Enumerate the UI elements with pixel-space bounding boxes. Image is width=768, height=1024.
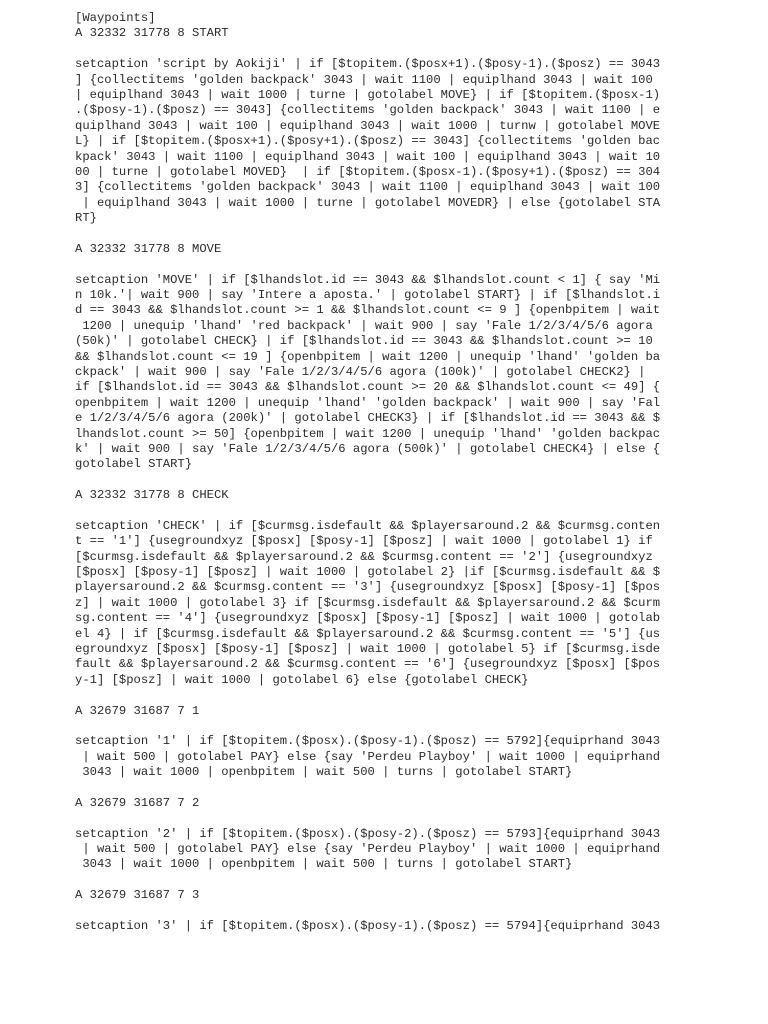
script-line: 3043 | wait 1000 | openbpitem | wait 500 | turns | gotolabel START} — [75, 765, 573, 780]
script-line: [$posx] [$posy-1] [$posz] | wait 1000 | gotolabel 2} |if [$curmsg.isdefault && $ — [75, 565, 661, 580]
script-line: gotolabel START} — [75, 457, 193, 472]
script-line: kpack' 3043 | wait 1100 | equiplhand 3043 | wait 100 | equiplhand 3043 | wait 10 — [75, 149, 661, 164]
script-line: [$curmsg.isdefault && $playersaround.2 && $curmsg.content == '2'] {usegroundxyz — [75, 549, 653, 564]
waypoint-block — [75, 704, 685, 719]
script-block — [75, 919, 685, 934]
script-line: 3043 | wait 1000 | openbpitem | wait 500 | turns | gotolabel START} — [75, 857, 573, 872]
script-block — [75, 57, 685, 226]
script-line: e 1/2/3/4/5/6 agora (200k)' | gotolabel CHECK3} | if [$lhandslot.id == 3043 && $ — [75, 411, 661, 426]
script-line: RT} — [75, 211, 97, 226]
script-line: n 10k.'| wait 900 | say 'Intere a aposta.' | gotolabel START} | if [$lhandslot.i — [75, 288, 661, 303]
script-line: 00 | turne | gotolabel MOVED} | if [$topitem.($posx-1).($posy+1).($posz) == 304 — [75, 164, 661, 179]
waypoint-line: [Waypoints] — [75, 11, 156, 25]
script-block — [75, 827, 685, 873]
script-line: ckpack' | wait 900 | say 'Fale 1/2/3/4/5/6 agora (100k)' | gotolabel CHECK2} | — [75, 364, 646, 379]
waypoint-block — [75, 488, 685, 503]
waypoint-block — [75, 796, 685, 811]
waypoint-line: A 32332 31778 8 CHECK — [75, 488, 229, 503]
waypoint-line: A 32679 31687 7 2 — [75, 795, 200, 810]
script-line: | wait 500 | gotolabel PAY} else {say 'Perdeu Playboy' | wait 1000 | equiprhand — [75, 842, 661, 857]
script-line: 3] {collectitems 'golden backpack' 3043 | wait 1100 | equiplhand 3043 | wait 100 — [75, 180, 661, 195]
script-line: ] {collectitems 'golden backpack' 3043 | wait 1100 | equiplhand 3043 | wait 100 — [75, 72, 653, 87]
script-block — [75, 273, 685, 473]
block-gap — [75, 504, 685, 519]
script-line: (50k)' | gotolabel CHECK} | if [$lhandslot.id == 3043 && $lhandslot.count >= 10 — [75, 334, 653, 349]
script-line: setcaption '2' | if [$topitem.($posx).($posy-2).($posz) == 5793]{equiprhand 3043 — [75, 826, 661, 841]
script-line: t == '1'] {usegroundxyz [$posx] [$posy-1] [$posz] | wait 1000 | gotolabel 1} if — [75, 534, 653, 549]
document-page — [75, 11, 685, 934]
script-line: .($posy-1).($posz) == 3043] {collectitems 'golden backpack' 3043 | wait 1100 | e — [75, 103, 661, 118]
block-gap — [75, 781, 685, 796]
block-gap — [75, 811, 685, 826]
waypoint-line: A 32679 31687 7 1 — [75, 703, 200, 718]
block-gap — [75, 257, 685, 272]
script-line: if [$lhandslot.id == 3043 && $lhandslot.count >= 20 && $lhandslot.count <= 49] { — [75, 380, 661, 395]
block-gap — [75, 719, 685, 734]
script-line: openbpitem | wait 1200 | unequip 'lhand' 'golden backpack' | wait 900 | say 'Fal — [75, 395, 661, 410]
script-line: z] | wait 1000 | gotolabel 3} if [$curmsg.isdefault && $playersaround.2 && $curm — [75, 595, 661, 610]
script-line: el 4} | if [$curmsg.isdefault && $playersaround.2 && $curmsg.content == '5'] {us — [75, 626, 661, 641]
script-line: | equiplhand 3043 | wait 1000 | turne | gotolabel MOVE} | if [$topitem.($posx-1) — [75, 87, 661, 102]
block-gap — [75, 873, 685, 888]
header-block — [75, 11, 685, 42]
block-gap — [75, 226, 685, 241]
script-line: | equiplhand 3043 | wait 1000 | turne | gotolabel MOVEDR} | else {gotolabel STA — [75, 195, 661, 210]
waypoint-line: A 32679 31687 7 3 — [75, 888, 200, 903]
script-line: sg.content == '4'] {usegroundxyz [$posx] [$posy-1] [$posz] | wait 1000 | gotolab — [75, 611, 661, 626]
script-line: | wait 500 | gotolabel PAY} else {say 'Perdeu Playboy' | wait 1000 | equiprhand — [75, 749, 661, 764]
script-line: quiplhand 3043 | wait 100 | equiplhand 3043 | wait 1000 | turnw | gotolabel MOVE — [75, 118, 661, 133]
script-line: lhandslot.count >= 50] {openbpitem | wait 1200 | unequip 'lhand' 'golden backpac — [75, 426, 661, 441]
script-line: d == 3043 && $lhandslot.count >= 1 && $lhandslot.count <= 9 ] {openbpitem | wait — [75, 303, 661, 318]
script-line: playersaround.2 && $curmsg.content == '3'] {usegroundxyz [$posx] [$posy-1] [$pos — [75, 580, 661, 595]
block-gap — [75, 473, 685, 488]
script-block — [75, 519, 685, 688]
waypoint-line: A 32332 31778 8 MOVE — [75, 241, 222, 256]
script-line: setcaption 'MOVE' | if [$lhandslot.id == 3043 && $lhandslot.count < 1] { say 'Mi — [75, 272, 661, 287]
script-line: 1200 | unequip 'lhand' 'red backpack' | wait 900 | say 'Fale 1/2/3/4/5/6 agora — [75, 318, 653, 333]
script-line: y-1] [$posz] | wait 1000 | gotolabel 6} else {gotolabel CHECK} — [75, 672, 529, 687]
block-gap — [75, 688, 685, 703]
waypoint-block — [75, 242, 685, 257]
block-gap — [75, 42, 685, 57]
waypoint-line: A 32332 31778 8 START — [75, 26, 229, 41]
block-gap — [75, 904, 685, 919]
script-block — [75, 734, 685, 780]
script-line: setcaption 'script by Aokiji' | if [$topitem.($posx+1).($posy-1).($posz) == 3043 — [75, 57, 661, 72]
waypoint-block — [75, 888, 685, 903]
script-line: setcaption '1' | if [$topitem.($posx).($posy-1).($posz) == 5792]{equiprhand 3043 — [75, 734, 661, 749]
script-line: k' | wait 900 | say 'Fale 1/2/3/4/5/6 agora (500k)' | gotolabel CHECK4} | else { — [75, 441, 661, 456]
script-line: L} | if [$topitem.($posx+1).($posy+1).($posz) == 3043] {collectitems 'golden bac — [75, 134, 661, 149]
script-line: egroundxyz [$posx] [$posy-1] [$posz] | wait 1000 | gotolabel 5} if [$curmsg.isde — [75, 642, 661, 657]
script-line: fault && $playersaround.2 && $curmsg.content == '6'] {usegroundxyz [$posx] [$pos — [75, 657, 661, 672]
script-line: setcaption 'CHECK' | if [$curmsg.isdefault && $playersaround.2 && $curmsg.conten — [75, 518, 661, 533]
script-line: && $lhandslot.count <= 19 ] {openbpitem | wait 1200 | unequip 'lhand' 'golden ba — [75, 349, 661, 364]
script-line: setcaption '3' | if [$topitem.($posx).($posy-1).($posz) == 5794]{equiprhand 3043 — [75, 919, 661, 934]
